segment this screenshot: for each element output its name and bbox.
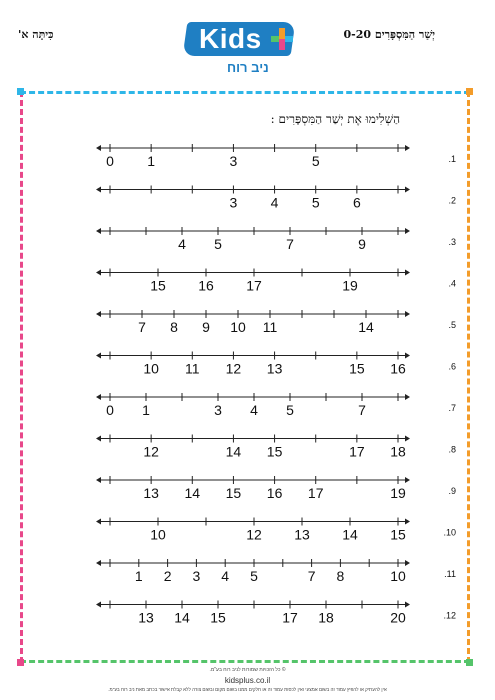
logo-word: Kids <box>199 23 262 54</box>
left-arrowhead <box>96 394 101 400</box>
number-label: 1 <box>142 402 150 418</box>
footer-site: kidsplus.co.il <box>224 676 271 685</box>
number-label: 5 <box>286 402 294 418</box>
number-label: 4 <box>270 194 279 211</box>
number-label: 11 <box>185 360 200 377</box>
number-label: 3 <box>229 194 238 211</box>
number-label: 0 <box>106 402 114 418</box>
number-label: 10 <box>143 360 159 377</box>
worksheet-title: יְשַׁר הַמִּסְפָּרִים 0-20 <box>343 28 435 41</box>
left-arrowhead <box>96 187 101 193</box>
number-label: 5 <box>311 194 320 211</box>
number-label: 17 <box>349 443 365 460</box>
left-arrowhead <box>96 560 101 566</box>
exercise-number: .7 <box>448 403 456 413</box>
instruction-text: הַשְׁלִימוּ אֶת יְשַׁר הַמִּסְפָּרִים : <box>270 112 400 126</box>
number-label: 12 <box>143 443 159 460</box>
number-label: 5 <box>250 568 258 584</box>
number-label: 14 <box>184 485 201 501</box>
exercise-number: .2 <box>448 195 456 206</box>
number-label: 1 <box>147 153 156 169</box>
number-label: 8 <box>170 319 178 335</box>
number-label: 15 <box>225 485 242 501</box>
right-arrowhead <box>405 477 410 483</box>
number-label: 16 <box>390 360 406 377</box>
exercise-number: .3 <box>448 237 456 247</box>
exercise-number: .8 <box>448 444 456 455</box>
number-label: 14 <box>174 609 190 626</box>
number-label: 8 <box>336 568 345 584</box>
number-label: 7 <box>138 319 146 335</box>
number-label: 4 <box>221 568 230 584</box>
right-arrowhead <box>405 394 410 400</box>
number-label: 7 <box>307 568 316 584</box>
footer-legal: אין להעתיק או להפיץ עמוד זה בשום אמצעי ואין לכסות עמוד זה או חלקים ממנו בשום מקום ובשום צורה ללא קבלת אישור בכתב מאת ניב רוח בע"מ. <box>108 687 387 692</box>
number-label: 3 <box>214 402 222 418</box>
number-label: 9 <box>358 236 366 252</box>
left-arrowhead <box>96 436 101 442</box>
number-label: 7 <box>358 402 366 418</box>
number-label: 5 <box>214 236 222 252</box>
number-label: 10 <box>390 568 406 584</box>
number-label: 13 <box>294 526 310 543</box>
number-label: 6 <box>352 194 361 211</box>
number-label: 5 <box>311 153 320 169</box>
number-label: 4 <box>178 236 186 252</box>
number-label: 16 <box>198 277 214 294</box>
left-arrowhead <box>96 228 101 234</box>
number-label: 1 <box>134 568 143 584</box>
left-arrowhead <box>96 270 101 276</box>
left-arrowhead <box>96 519 101 525</box>
number-label: 2 <box>163 568 172 584</box>
number-label: 17 <box>307 485 324 501</box>
footer-copyright: © כל הזכויות שמורות לניב רוח בע"מ. <box>209 667 286 673</box>
number-label: 12 <box>246 526 262 543</box>
right-arrowhead <box>405 270 410 276</box>
right-arrowhead <box>405 353 410 359</box>
right-arrowhead <box>405 145 410 151</box>
right-arrowhead <box>405 560 410 566</box>
right-arrowhead <box>405 436 410 442</box>
number-label: 14 <box>225 443 242 460</box>
right-arrowhead <box>405 311 410 317</box>
left-arrowhead <box>96 311 101 317</box>
number-label: 13 <box>266 360 283 377</box>
right-arrowhead <box>405 519 410 525</box>
number-label: 16 <box>266 485 283 501</box>
right-arrowhead <box>405 228 410 234</box>
number-label: 15 <box>266 443 283 460</box>
number-label: 15 <box>210 609 226 626</box>
right-arrowhead <box>405 187 410 193</box>
logo-subtitle: ניב רוח <box>227 60 269 75</box>
exercise-number: .10 <box>443 527 456 538</box>
exercise-number: .12 <box>443 610 456 621</box>
left-arrowhead <box>96 145 101 151</box>
number-label: 19 <box>390 485 406 501</box>
number-label: 17 <box>282 609 298 626</box>
number-label: 20 <box>390 609 406 626</box>
number-label: 12 <box>225 360 242 377</box>
exercise-number: .6 <box>448 361 456 372</box>
exercise-number: .11 <box>444 569 456 579</box>
number-label: 0 <box>106 153 114 169</box>
left-arrowhead <box>96 477 101 483</box>
number-label: 15 <box>390 526 406 543</box>
number-label: 3 <box>229 153 238 169</box>
number-label: 3 <box>192 568 201 584</box>
number-label: 19 <box>342 277 358 294</box>
exercise-number: .1 <box>448 154 456 164</box>
number-label: 9 <box>202 319 210 335</box>
number-label: 13 <box>143 485 159 501</box>
number-label: 10 <box>150 526 166 543</box>
number-label: 10 <box>230 319 246 335</box>
number-label: 18 <box>318 609 334 626</box>
number-label: 15 <box>349 360 365 377</box>
number-label: 11 <box>262 319 278 335</box>
number-label: 13 <box>138 609 154 626</box>
number-label: 18 <box>390 443 406 460</box>
number-label: 14 <box>358 319 374 335</box>
number-label: 15 <box>150 277 166 294</box>
grade-label: כִּיתָּה א' <box>18 28 54 41</box>
right-arrowhead <box>405 602 410 608</box>
left-arrowhead <box>96 602 101 608</box>
exercise-number: .9 <box>448 486 456 496</box>
left-arrowhead <box>96 353 101 359</box>
exercise-number: .5 <box>448 320 456 330</box>
number-label: 17 <box>246 277 262 294</box>
number-label: 4 <box>250 402 258 418</box>
number-label: 14 <box>342 526 358 543</box>
number-label: 7 <box>286 236 294 252</box>
exercise-number: .4 <box>448 278 456 289</box>
